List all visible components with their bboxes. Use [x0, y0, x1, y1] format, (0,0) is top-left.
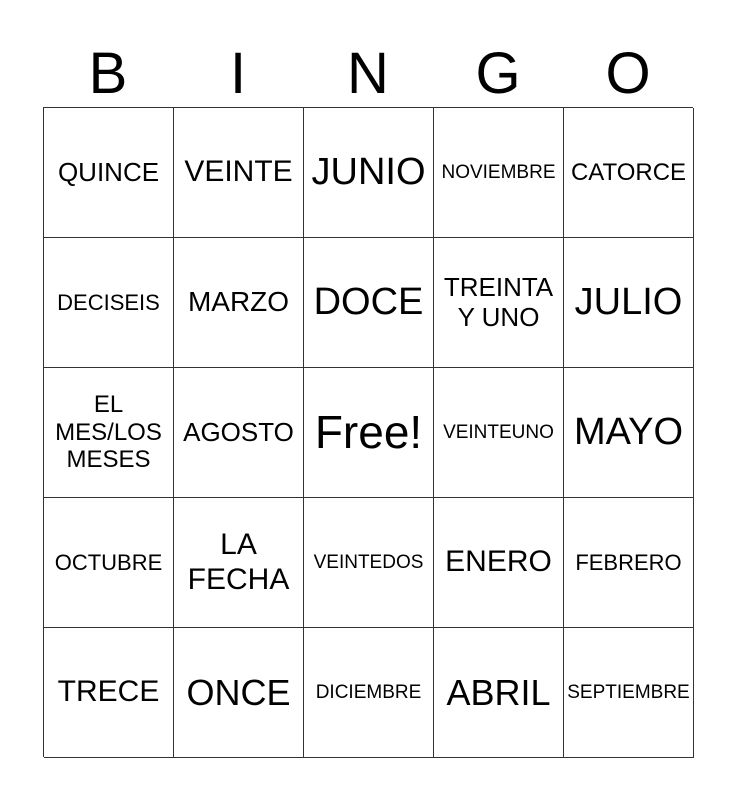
cell-label: AGOSTO: [183, 416, 294, 447]
cell-label: EL MES/LOS MESES: [55, 391, 162, 474]
cell-label: MARZO: [187, 286, 290, 318]
cell-label: MAYO: [573, 410, 684, 453]
bingo-cell[interactable]: [434, 498, 564, 628]
bingo-cell[interactable]: [304, 238, 434, 368]
cell-label: CATORCE: [570, 158, 687, 186]
bingo-cell[interactable]: [304, 628, 434, 758]
bingo-cell[interactable]: [174, 628, 304, 758]
bingo-cell[interactable]: [564, 628, 694, 758]
bingo-cell[interactable]: [174, 108, 304, 238]
cell-label: DECISEIS: [57, 289, 160, 315]
cell-label: ABRIL: [446, 671, 551, 713]
bingo-cell[interactable]: [304, 498, 434, 628]
header-letter-n: N: [347, 41, 389, 106]
cell-label: QUINCE: [57, 156, 160, 187]
cell-label: TRECE: [57, 675, 160, 709]
bingo-cell[interactable]: [174, 498, 304, 628]
cell-label: VEINTE: [184, 155, 293, 189]
cell-label: NOVIEMBRE: [441, 161, 556, 183]
bingo-cell[interactable]: [174, 238, 304, 368]
cell-label: ENERO: [445, 545, 552, 579]
cell-label: VEINTEDOS: [313, 551, 424, 573]
cell-label: LA FECHA: [187, 528, 290, 596]
bingo-cell[interactable]: [434, 628, 564, 758]
free-space-cell[interactable]: [304, 368, 434, 498]
bingo-cell[interactable]: [564, 238, 694, 368]
cell-label: OCTUBRE: [54, 549, 163, 575]
bingo-cell[interactable]: [44, 108, 174, 238]
header-letter-g: G: [475, 41, 521, 106]
cell-label: FEBRERO: [575, 549, 682, 575]
bingo-cell[interactable]: [434, 238, 564, 368]
bingo-cell[interactable]: [44, 628, 174, 758]
cell-label: ONCE: [186, 671, 291, 713]
bingo-cell[interactable]: [564, 108, 694, 238]
cell-label: Free!: [314, 406, 423, 459]
cell-label: VEINTEUNO: [443, 421, 554, 443]
header-letter-i: I: [229, 41, 247, 106]
cell-label: DOCE: [313, 280, 424, 323]
cell-label: JULIO: [574, 280, 683, 323]
header-letter-o: O: [605, 41, 651, 106]
cell-label: JUNIO: [311, 150, 426, 193]
bingo-cell[interactable]: [434, 108, 564, 238]
header-letter-b: B: [88, 41, 128, 106]
bingo-cell[interactable]: [564, 498, 694, 628]
bingo-header: [43, 42, 693, 106]
bingo-cell[interactable]: [304, 108, 434, 238]
bingo-grid: [43, 107, 693, 757]
cell-label: DICIEMBRE: [315, 681, 422, 703]
bingo-cell[interactable]: [44, 368, 174, 498]
cell-label: SEPTIEMBRE: [567, 681, 690, 703]
bingo-cell[interactable]: [564, 368, 694, 498]
bingo-cell[interactable]: [44, 498, 174, 628]
bingo-cell[interactable]: [434, 368, 564, 498]
cell-label: TREINTA Y UNO: [443, 271, 554, 332]
bingo-cell[interactable]: [44, 238, 174, 368]
bingo-cell[interactable]: [174, 368, 304, 498]
